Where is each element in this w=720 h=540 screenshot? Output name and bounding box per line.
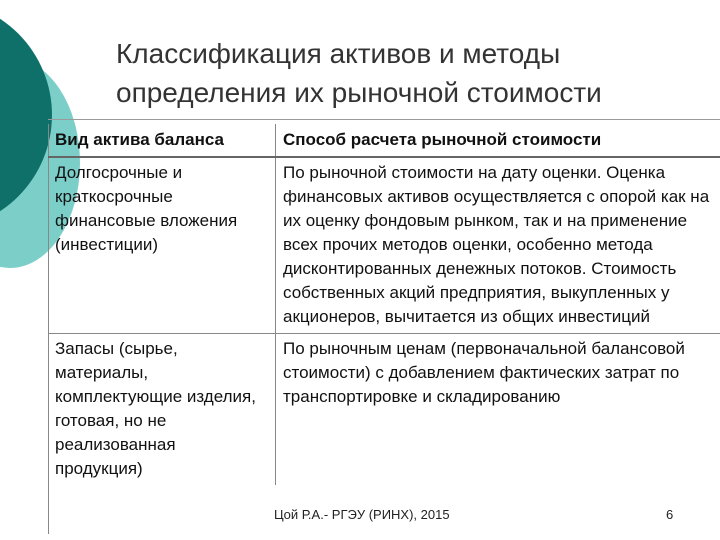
slide-title-line-2: определения их рыночной стоимости	[116, 77, 602, 108]
cell-method: По рыночной стоимости на дату оценки. Оценка финансовых активов осуществляется с опорой как на их оценку фондовым рынком, так и на применение всех прочих методов оценки, особенно метода дисконтированных денежных потоков. Стоимость собственных акций предприятия, выкупленных у акционеров, вычитается из общих инвестиций	[276, 157, 720, 334]
cell-asset: Долгосрочные и краткосрочные финансовые вложения (инвестиции)	[48, 157, 276, 334]
slide-title	[116, 34, 696, 112]
header-valuation-method: Способ расчета рыночной стоимости	[276, 124, 720, 157]
footer-text: Цой Р.А.- РГЭУ (РИНХ), 2015	[274, 507, 450, 522]
cell-asset: Запасы (сырье, материалы, комплектующие изделия, готовая, но не реализованная продукция)	[48, 334, 276, 486]
title-divider	[48, 119, 720, 120]
header-asset-type: Вид актива баланса	[48, 124, 276, 157]
table-row	[48, 157, 720, 334]
slide-title-line-1: Классификация активов и методы	[116, 38, 561, 69]
cell-method: По рыночным ценам (первоначальной балансовой стоимости) с добавлением фактических затрат по транспортировке и складированию	[283, 339, 685, 406]
table-row	[48, 334, 720, 486]
table-header-row	[48, 124, 720, 157]
assets-table	[48, 124, 720, 485]
page-number: 6	[666, 507, 674, 522]
